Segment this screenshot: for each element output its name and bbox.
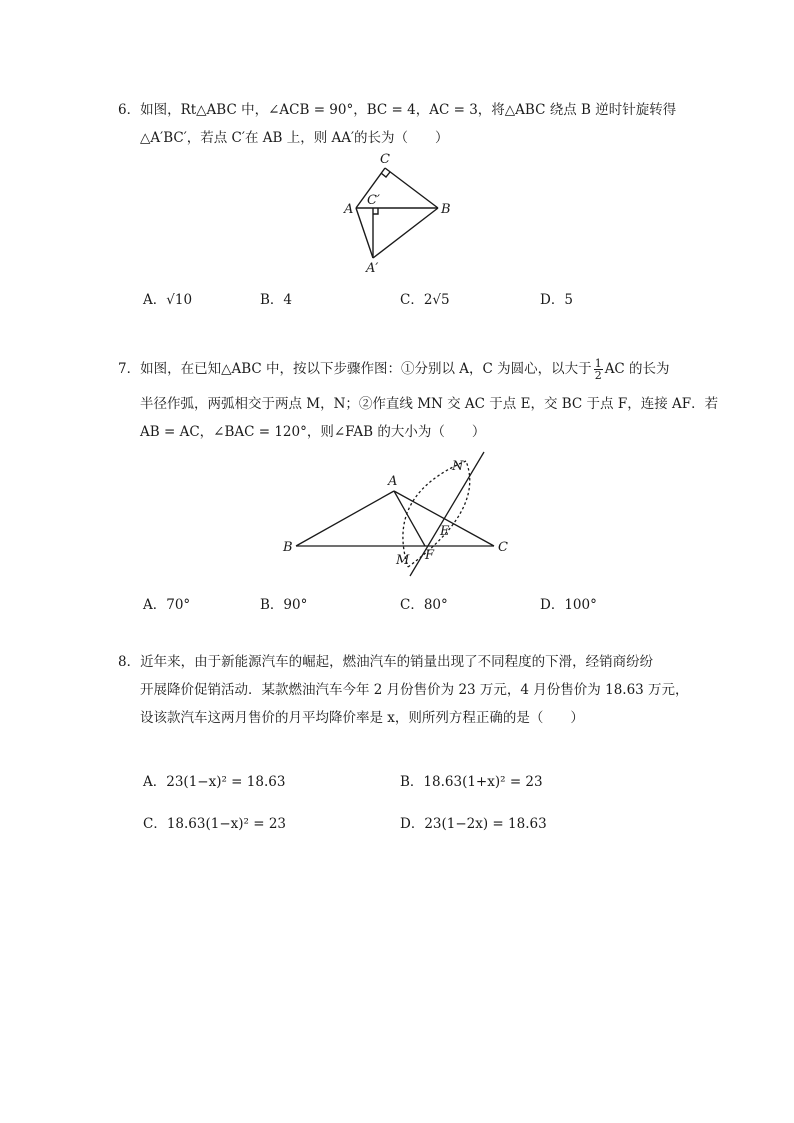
q8-option-c[interactable]: C．18.63(1−x)² = 23 — [143, 816, 287, 832]
q7-stem-line1-post: AC 的长为 — [604, 361, 670, 377]
label-A: A — [388, 474, 398, 489]
q8-stem-line2: 开展降价促销活动．某款燃油汽车今年 2 月份售价为 23 万元，4 月份售价为 18.63 万元， — [140, 682, 689, 698]
arc-centered-A — [408, 461, 470, 567]
q7-option-d[interactable]: D．100° — [540, 597, 597, 613]
label-C-prime: C′ — [367, 193, 380, 208]
q7-stem-line2: 半径作弧，两弧相交于两点 M，N；②作直线 MN 交 AC 于点 E，交 BC 于点 F，连接 AF．若 — [140, 396, 719, 412]
q8-option-a[interactable]: A．23(1−x)² = 18.63 — [143, 774, 286, 790]
q8-option-b[interactable]: B．18.63(1+x)² = 23 — [400, 774, 543, 790]
q7-figure — [280, 450, 520, 585]
label-B: B — [283, 540, 293, 555]
q6-option-d[interactable]: D．5 — [540, 292, 573, 308]
q7-option-c[interactable]: C．80° — [400, 597, 448, 613]
q8-stem-line1: 8．近年来，由于新能源汽车的崛起，燃油汽车的销量出现了不同程度的下滑，经销商纷纷 — [118, 654, 654, 670]
label-N: N — [452, 459, 464, 474]
q7-stem-line3: AB = AC，∠BAC = 120°，则∠FAB 的大小为（ ） — [140, 424, 486, 440]
q6-option-b[interactable]: B．4 — [260, 292, 293, 308]
right-angle-mark-c1 — [373, 208, 378, 214]
segment-AA1 — [356, 208, 373, 258]
label-C: C — [498, 540, 508, 555]
q6-option-c[interactable]: C．2√5 — [400, 292, 450, 308]
q8-stem-line3: 设该款汽车这两月售价的月平均降价率是 x，则所列方程正确的是（ ） — [140, 710, 584, 726]
label-A-prime: A′ — [366, 261, 379, 276]
q7-option-a[interactable]: A．70° — [143, 597, 191, 613]
q8-option-d[interactable]: D．23(1−2x) = 18.63 — [400, 816, 547, 832]
label-C: C — [380, 152, 390, 167]
q6-figure — [330, 150, 470, 280]
q6-stem-line1: 6．如图，Rt△ABC 中，∠ACB = 90°，BC = 4，AC = 3，将△ABC 绕点 B 逆时针旋转得 — [118, 102, 677, 118]
q7-stem-line1-pre: 7．如图，在已知△ABC 中，按以下步骤作图：①分别以 A，C 为圆心，以大于 — [118, 361, 592, 377]
segment-CB — [385, 168, 438, 208]
label-E: E — [440, 524, 450, 539]
segment-AB — [296, 491, 394, 546]
label-A: A — [344, 202, 354, 217]
label-B: B — [441, 202, 451, 217]
arc-centered-C — [403, 461, 466, 567]
q7-option-b[interactable]: B．90° — [260, 597, 308, 613]
label-F: F — [425, 548, 435, 563]
label-M: M — [396, 553, 410, 568]
fraction-numerator: 1 — [594, 357, 602, 370]
fraction-one-half — [594, 358, 603, 381]
segment-A1B — [373, 208, 438, 258]
q6-stem-line2: △A′BC′，若点 C′在 AB 上，则 AA′的长为（ ） — [140, 130, 449, 146]
fraction-denominator: 2 — [594, 369, 602, 382]
q6-option-a[interactable]: A．√10 — [143, 292, 193, 308]
q7-stem-line1 — [118, 358, 670, 381]
